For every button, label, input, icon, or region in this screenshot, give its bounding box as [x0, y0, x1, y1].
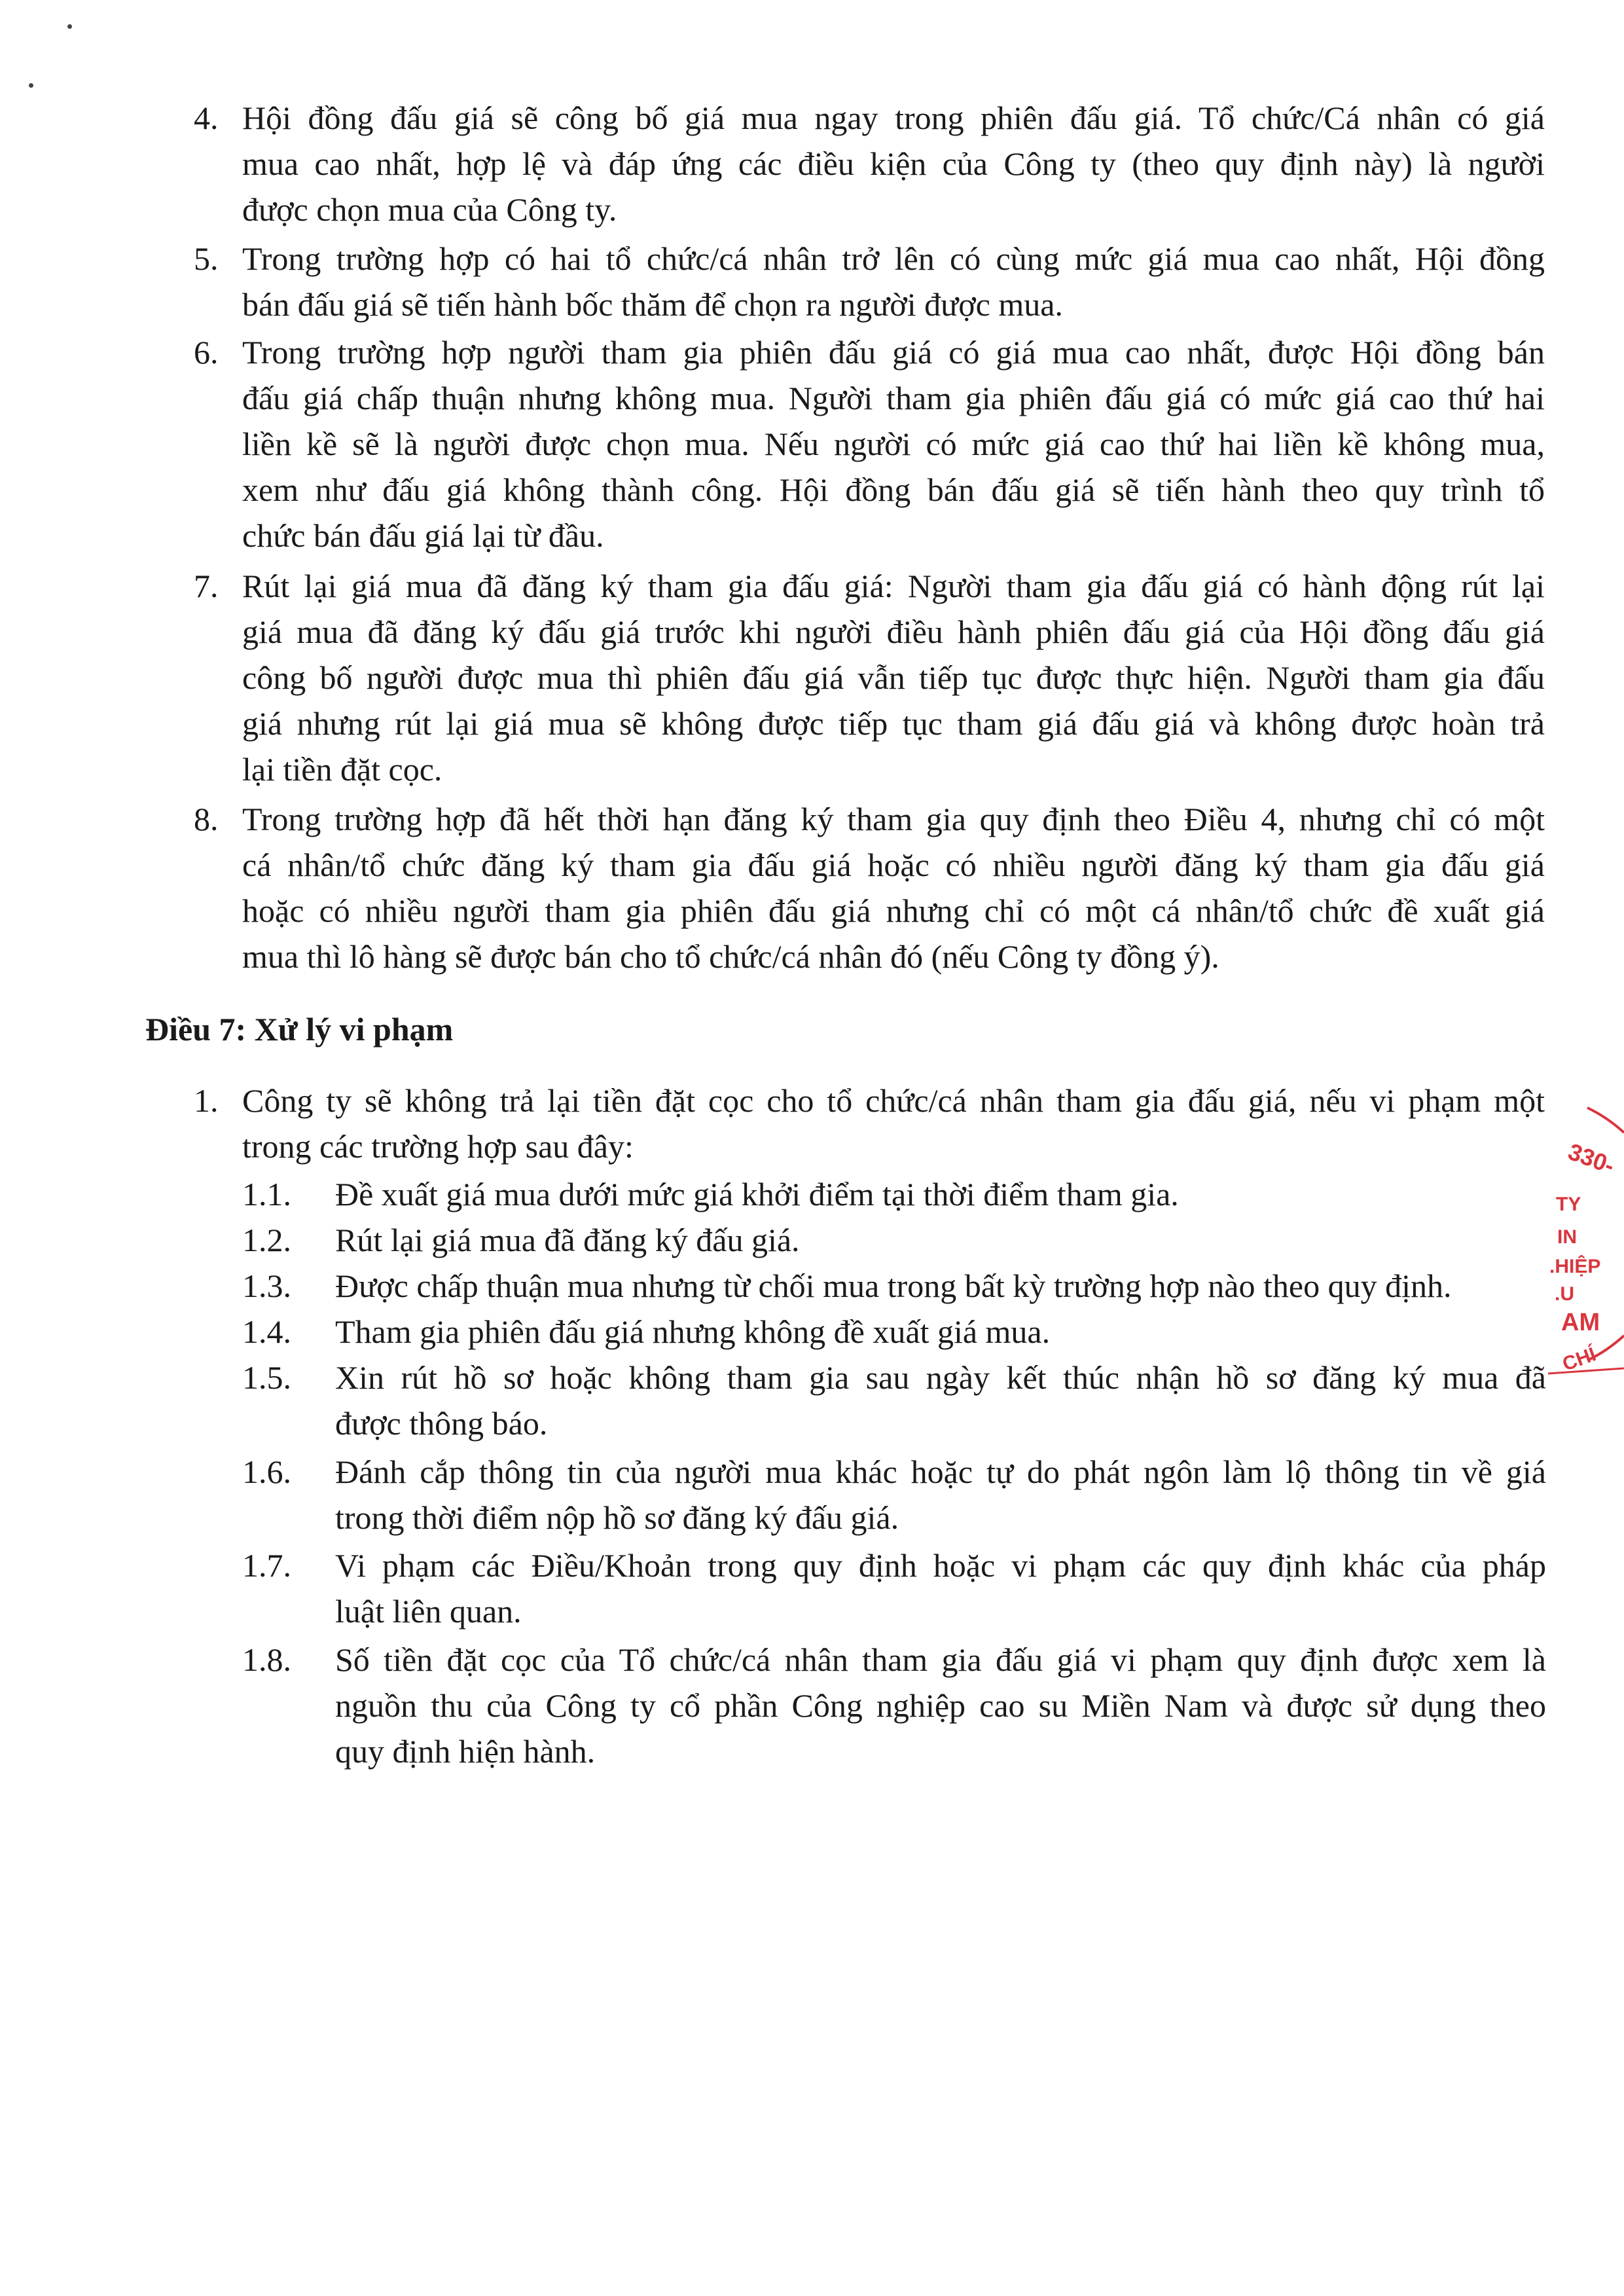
text-line: giá nhưng rút lại giá mua sẽ không được tiếp tục tham giá đấu giá và không được hoàn trả — [242, 705, 1545, 742]
item-text — [335, 1355, 1546, 1446]
text-line: trong thời điểm nộp hồ sơ đăng ký đấu giá. — [335, 1499, 899, 1536]
text-line: Công ty sẽ không trả lại tiền đặt cọc cho tổ chức/cá nhân tham gia đấu giá, nếu vi phạm một — [242, 1082, 1545, 1119]
text-line: đấu giá chấp thuận nhưng không mua. Người tham gia phiên đấu giá có mức giá cao thứ hai — [242, 380, 1545, 416]
stamp-text: IN — [1557, 1226, 1577, 1248]
stamp-text: TY — [1556, 1194, 1581, 1215]
text-line: chức bán đấu giá lại từ đầu. — [242, 517, 604, 554]
text-line: xem như đấu giá không thành công. Hội đồng bán đấu giá sẽ tiến hành theo quy trình tổ — [242, 471, 1545, 508]
item-number: 4. — [194, 100, 219, 136]
item-text — [335, 1217, 1546, 1263]
scan-dot — [29, 83, 33, 88]
item-text — [242, 563, 1545, 792]
item-number: 1.5. — [242, 1359, 291, 1396]
item-number: 1.2. — [242, 1222, 291, 1258]
scan-dot — [67, 24, 72, 29]
text-line: Số tiền đặt cọc của Tổ chức/cá nhân tham gia đấu giá vi phạm quy định được xem là — [335, 1641, 1546, 1678]
red-seal-stamp — [1548, 1106, 1624, 1381]
item-text — [335, 1449, 1546, 1540]
item-text — [242, 1078, 1545, 1169]
item-number: 1.8. — [242, 1641, 291, 1678]
text-line: Tham gia phiên đấu giá nhưng không đề xuất giá mua. — [335, 1313, 1051, 1350]
item-number: 1.3. — [242, 1267, 291, 1304]
item-text — [242, 95, 1545, 232]
item-text — [335, 1171, 1546, 1217]
text-line: mua thì lô hàng sẽ được bán cho tổ chức/cá nhân đó (nếu Công ty đồng ý). — [242, 938, 1219, 975]
item-text — [335, 1263, 1546, 1309]
text-line: luật liên quan. — [335, 1593, 522, 1630]
item-number: 7. — [194, 568, 219, 604]
text-line: công bố người được mua thì phiên đấu giá vẫn tiếp tục được thực hiện. Người tham gia đấu — [242, 659, 1545, 696]
text-line: trong các trường hợp sau đây: — [242, 1128, 634, 1165]
item-text — [335, 1637, 1546, 1774]
text-line: mua cao nhất, hợp lệ và đáp ứng các điều kiện của Công ty (theo quy định này) là người — [242, 145, 1545, 182]
stamp-text: .U — [1555, 1283, 1574, 1305]
stamp-text: 330- — [1564, 1137, 1619, 1180]
item-number: 1. — [194, 1082, 219, 1119]
section-heading: Điều 7: Xử lý vi phạm — [145, 1011, 454, 1048]
item-text — [335, 1542, 1546, 1634]
text-line: Trong trường hợp người tham gia phiên đấu giá có giá mua cao nhất, được Hội đồng bán — [242, 334, 1545, 371]
text-line: nguồn thu của Công ty cổ phần Công nghiệp cao su Miền Nam và được sử dụng theo — [335, 1687, 1546, 1724]
text-line: Xin rút hồ sơ hoặc không tham gia sau ngày kết thúc nhận hồ sơ đăng ký mua đã — [335, 1359, 1546, 1396]
text-line: quy định hiện hành. — [335, 1733, 596, 1770]
item-text — [242, 796, 1545, 979]
text-line: Đề xuất giá mua dưới mức giá khởi điểm tại thời điểm tham gia. — [335, 1176, 1179, 1212]
item-text — [242, 236, 1545, 327]
text-line: bán đấu giá sẽ tiến hành bốc thăm để chọn ra người được mua. — [242, 286, 1063, 323]
item-text — [335, 1309, 1546, 1355]
text-line: Hội đồng đấu giá sẽ công bố giá mua ngay trong phiên đấu giá. Tổ chức/Cá nhân có giá — [242, 100, 1545, 136]
item-number: 1.1. — [242, 1176, 291, 1212]
text-line: hoặc có nhiều người tham gia phiên đấu giá nhưng chỉ có một cá nhân/tổ chức đề xuất giá — [242, 892, 1545, 929]
stamp-text: .HIỆP — [1549, 1256, 1601, 1277]
text-line: liền kề sẽ là người được chọn mua. Nếu người có mức giá cao thứ hai liền kề không mua, — [242, 426, 1545, 462]
text-line: Đánh cắp thông tin của người mua khác hoặc tự do phát ngôn làm lộ thông tin về giá — [335, 1453, 1546, 1490]
text-line: được thông báo. — [335, 1405, 548, 1442]
item-number: 1.4. — [242, 1313, 291, 1350]
text-line: Rút lại giá mua đã đăng ký tham gia đấu giá: Người tham gia đấu giá có hành động rút lại — [242, 568, 1545, 604]
item-text — [242, 329, 1545, 558]
item-number: 1.7. — [242, 1547, 291, 1584]
text-line: giá mua đã đăng ký đấu giá trước khi người điều hành phiên đấu giá của Hội đồng đấu giá — [242, 613, 1545, 650]
stamp-text: CHÍ — [1559, 1343, 1599, 1376]
text-line: Rút lại giá mua đã đăng ký đấu giá. — [335, 1222, 800, 1258]
text-line: được chọn mua của Công ty. — [242, 191, 617, 228]
text-line: Vi phạm các Điều/Khoản trong quy định hoặc vi phạm các quy định khác của pháp — [335, 1547, 1546, 1584]
item-number: 5. — [194, 240, 219, 277]
text-line: Trong trường hợp đã hết thời hạn đăng ký tham gia quy định theo Điều 4, nhưng chỉ có một — [242, 801, 1545, 837]
text-line: Trong trường hợp có hai tổ chức/cá nhân trở lên có cùng mức giá mua cao nhất, Hội đồng — [242, 240, 1545, 277]
item-number: 1.6. — [242, 1453, 291, 1490]
item-number: 6. — [194, 334, 219, 371]
text-line: cá nhân/tổ chức đăng ký tham gia đấu giá hoặc có nhiều người đăng ký tham gia đấu giá — [242, 847, 1545, 883]
stamp-text: AM — [1561, 1309, 1600, 1336]
item-number: 8. — [194, 801, 219, 837]
text-line: lại tiền đặt cọc. — [242, 751, 442, 788]
text-line: Được chấp thuận mua nhưng từ chối mua trong bất kỳ trường hợp nào theo quy định. — [335, 1267, 1452, 1304]
